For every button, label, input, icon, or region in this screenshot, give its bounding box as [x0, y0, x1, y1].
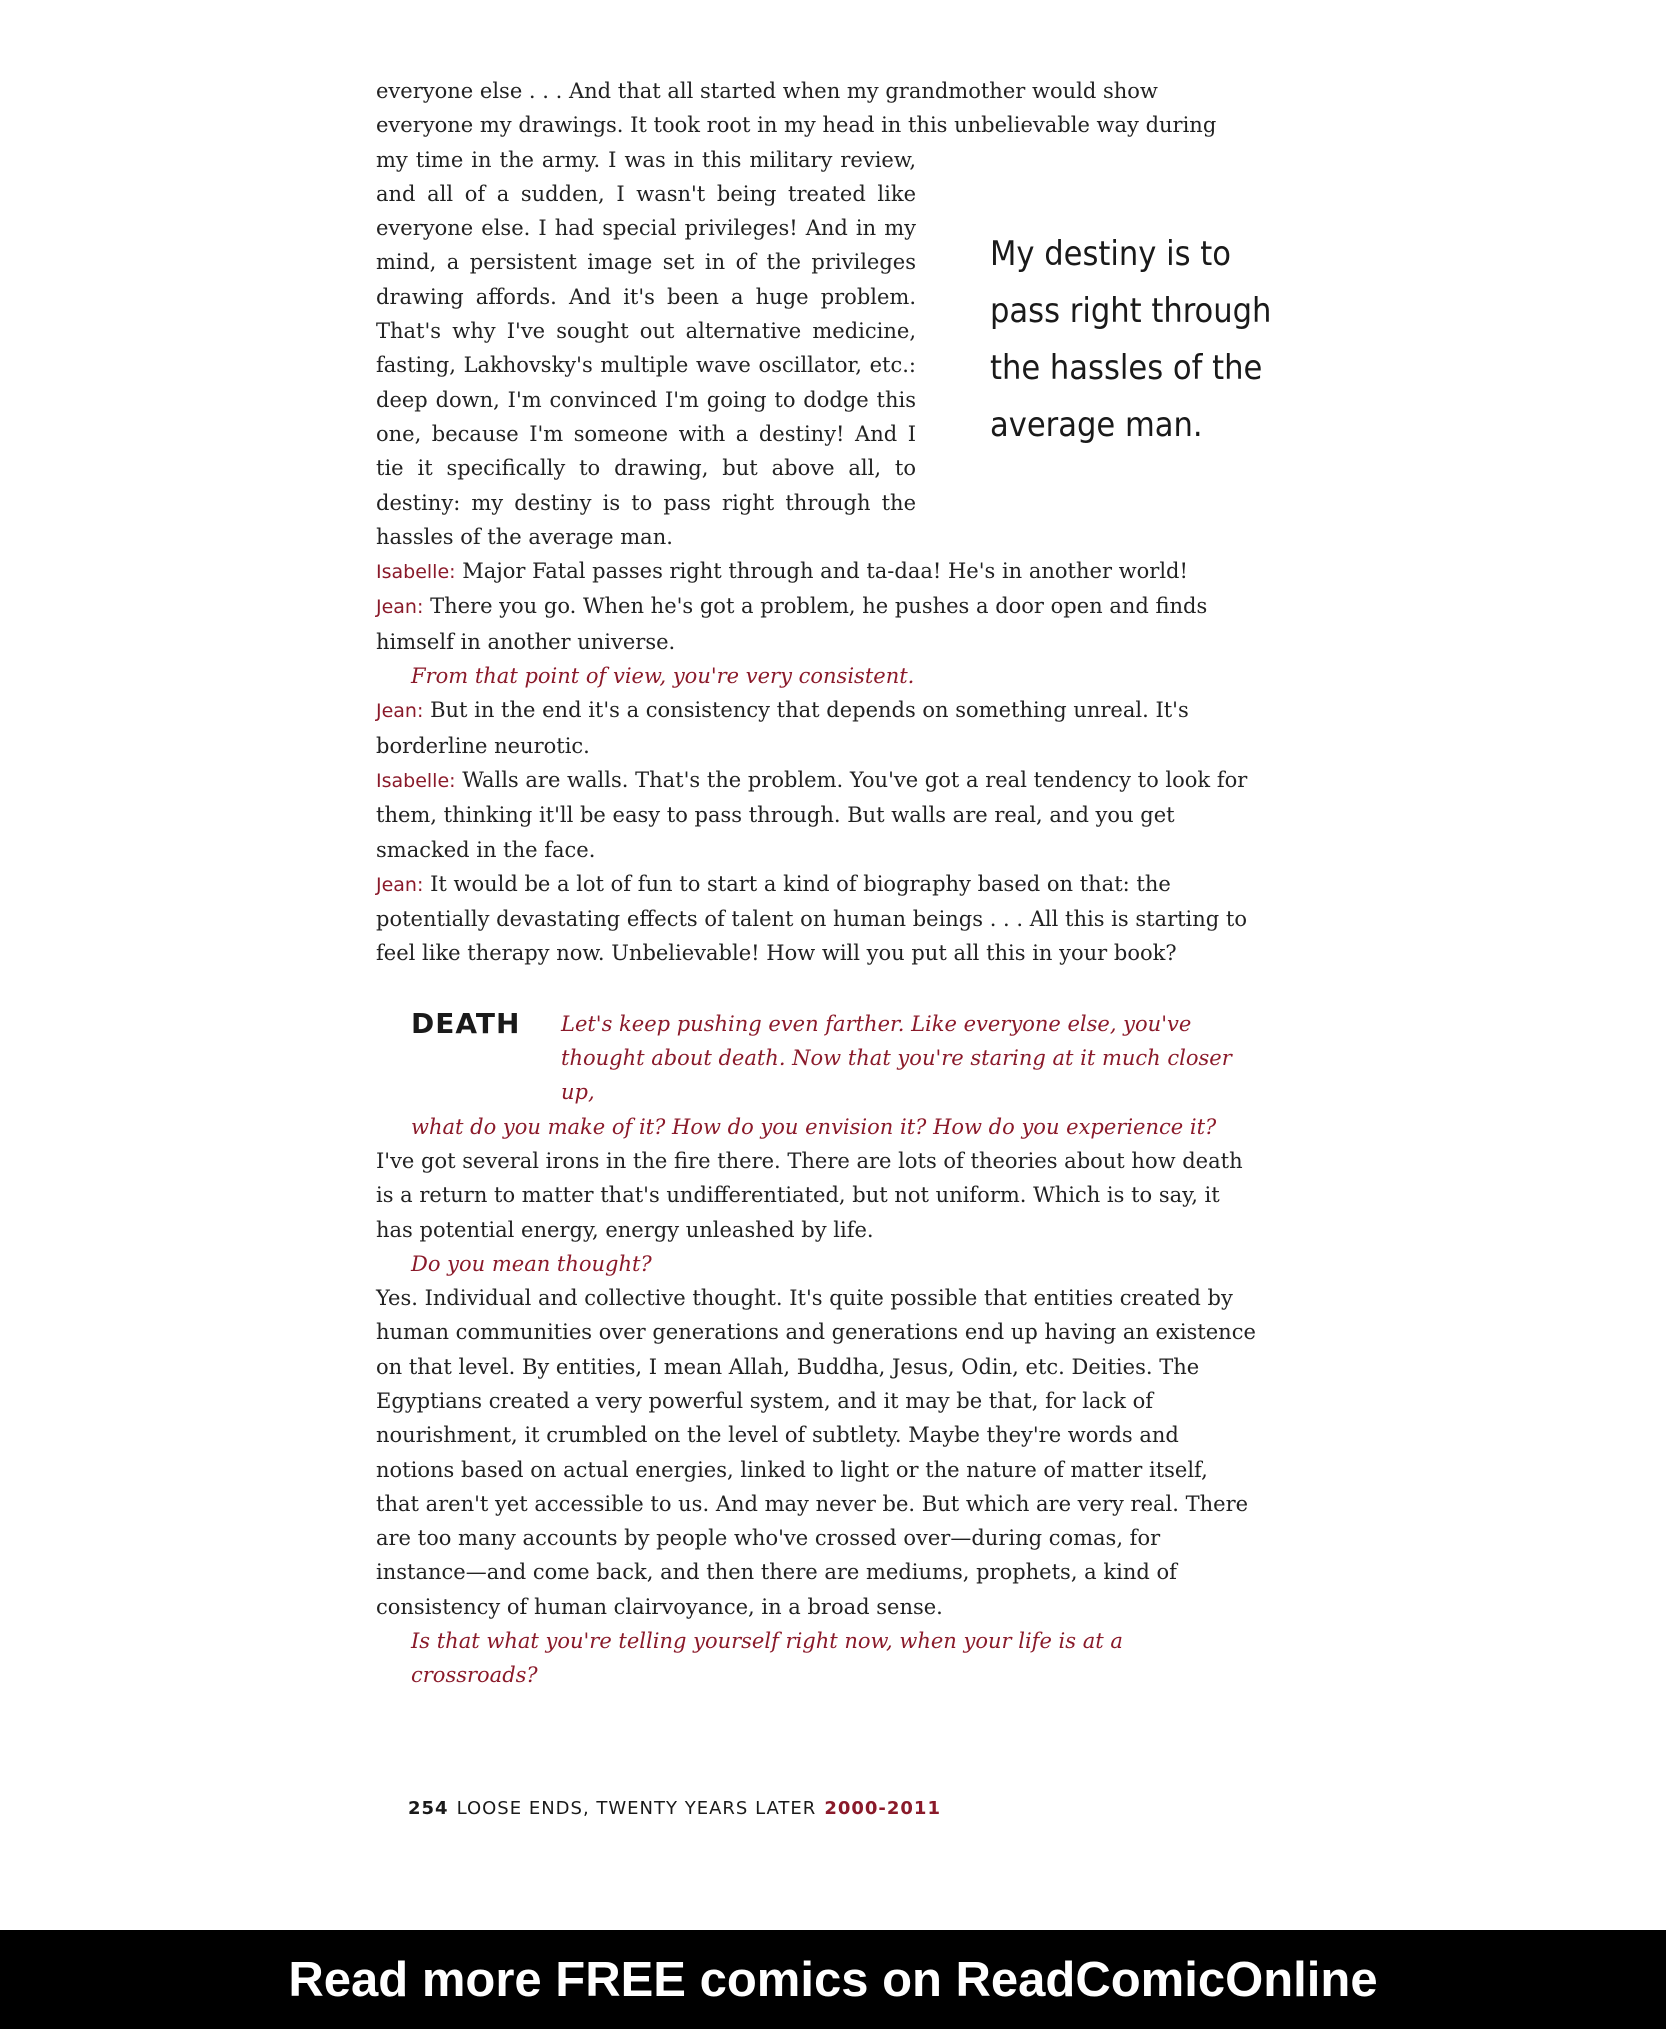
dialogue-line: [376, 693, 1256, 763]
chapter-years: 2000-2011: [824, 1798, 941, 1819]
speaker-label: Isabelle:: [376, 561, 456, 584]
interviewer-question-continued: what do you make of it? How do you envision it? How do you experience it?: [411, 1114, 1217, 1139]
speaker-label: Isabelle:: [376, 769, 456, 792]
answer-paragraph: I've got several irons in the fire there. There are lots of theories about how death is a return to matter that's undifferentiated, but not uniform. Which is to say, it has potential energy, energy unleashed by life.: [376, 1148, 1243, 1242]
dialogue-text: Walls are walls. That's the problem. You've got a real tendency to look for them, thinking it'll be easy to pass through. But walls are real, and you get smacked in the face.: [376, 767, 1248, 862]
page-footer: [408, 1798, 941, 1819]
dialogue-line: [376, 867, 1256, 971]
speaker-label: Jean:: [376, 700, 424, 723]
chapter-title: LOOSE ENDS, TWENTY YEARS LATER: [456, 1798, 817, 1819]
dialogue-text: There you go. When he's got a problem, he pushes a door open and finds himself in another universe.: [376, 594, 1208, 654]
promo-banner: [0, 1930, 1666, 2029]
speaker-label: Jean:: [376, 596, 424, 619]
answer-paragraph: Yes. Individual and collective thought. It's quite possible that entities created by human communities over generations and generations end up having an existence on that level. By entities, I mean Allah, Buddha, Jesus, Odin, etc. Deities. The Egyptians created a very powerful system, and it may be that, for lack of nourishment, it crumbled on the level of subtlety. Maybe they're words and notions based on actual energies, linked to light or the nature of matter itself, that aren't yet accessible to us. And may never be. But which are very real. There are too many accounts by people who've crossed over—during comas, for instance—and come back, and then there are mediums, prophets, a kind of consistency of human clairvoyance, in a broad sense.: [376, 1286, 1256, 1619]
paragraph-intro: everyone else . . . And that all started when my grandmother would show everyone my drawings. It took root in my head in this unbelievable way during: [376, 79, 1217, 138]
dialogue-line: [376, 589, 1256, 659]
section-death: [376, 1007, 1256, 1693]
promo-banner-text: Read more FREE comics on ReadComicOnline: [288, 1952, 1378, 2007]
interviewer-question: From that point of view, you're very consistent.: [411, 664, 915, 689]
speaker-label: Jean:: [376, 873, 424, 896]
dialogue-text: It would be a lot of fun to start a kind of biography based on that: the potentially devastating effects of talent on human beings . . . All this is starting to feel like therapy now. Unbelievable! How will you put all this in your book?: [376, 871, 1247, 966]
pull-quote: My destiny is to pass right through the hassles of the average man.: [990, 234, 1272, 445]
interviewer-question: Do you mean thought?: [411, 1251, 652, 1276]
dialogue-line: [376, 554, 1256, 589]
interviewer-question: Is that what you're telling yourself right now, when your life is at a crossroads?: [411, 1629, 1123, 1688]
dialogue-line: [376, 763, 1256, 867]
section-heading: DEATH: [411, 1006, 521, 1040]
interviewer-question: Let's keep pushing even farther. Like everyone else, you've thought about death. Now that you're staring at it much closer up,: [561, 1011, 1232, 1105]
paragraph-destiny: my time in the army. I was in this military review, and all of a sudden, I wasn't being treated like everyone else. I had special privileges! And in my mind, a persistent image set in of the privileges drawing affords. And it's been a huge problem. That's why I've sought out alternative medicine, fasting, Lakhovsky's multiple wave oscillator, etc.: deep down, I'm convinced I'm going to dodge this one, because I'm someone with a destiny! And I tie it specifically to drawing, but above all, to destiny: my destiny is to pass right through the hassles of the average man.: [376, 147, 916, 549]
dialogue-text: Major Fatal passes right through and ta-daa! He's in another world!: [455, 559, 1188, 584]
page-number: 254: [408, 1798, 449, 1819]
dialogue-text: But in the end it's a consistency that depends on something unreal. It's borderline neurotic.: [376, 698, 1189, 758]
